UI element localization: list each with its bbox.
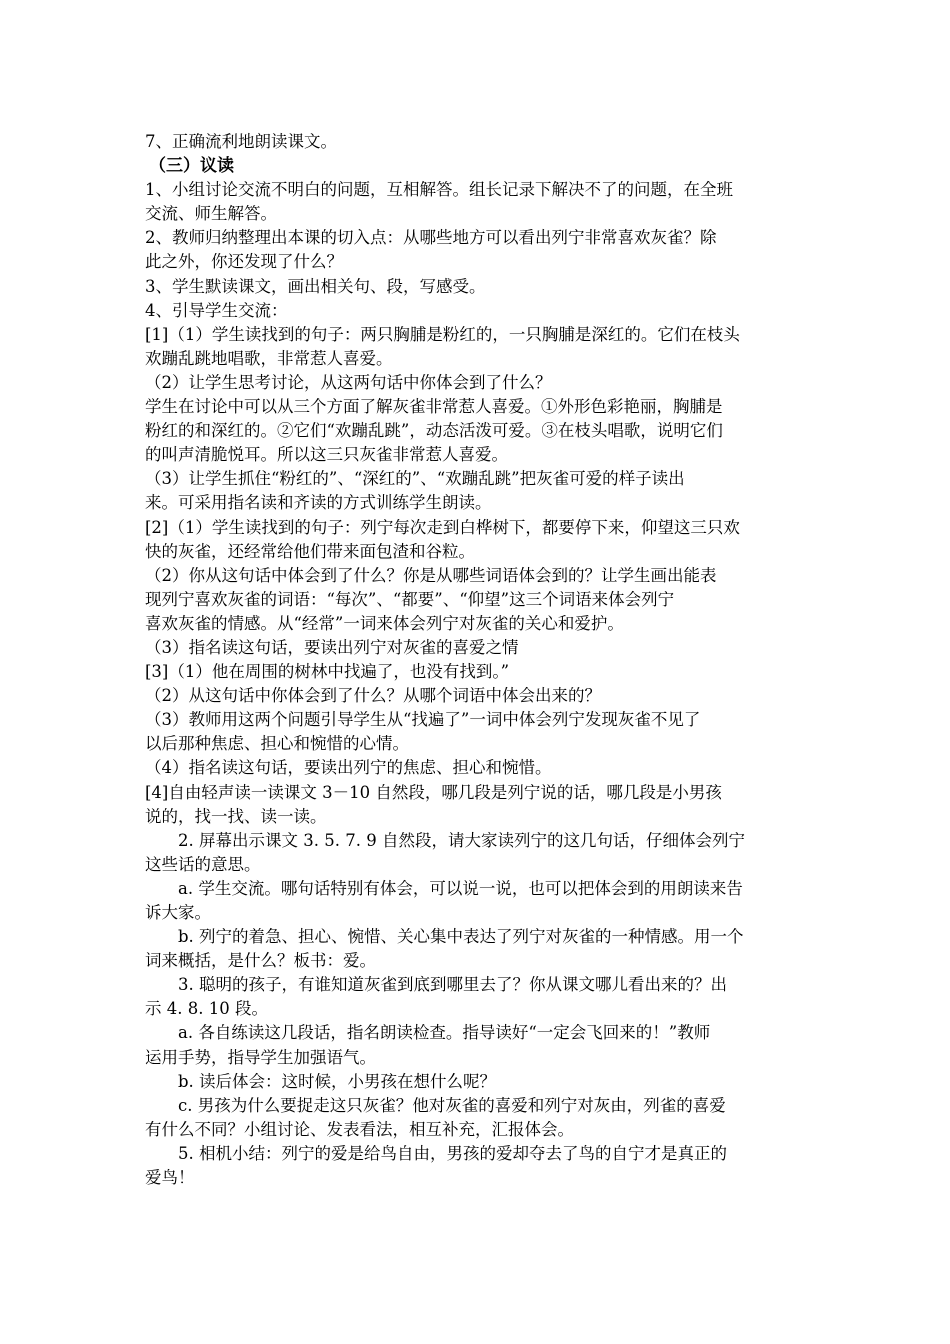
text-line: （3）让学生抓住“粉红的”、“深红的”、“欢蹦乱跳”把灰雀可爱的样子读出	[145, 469, 685, 489]
section-heading: （三）议读	[149, 156, 234, 177]
text-line: 有什么不同？小组讨论、发表看法，相互补充，汇报体会。	[145, 1119, 574, 1139]
text-line: b. 列宁的着急、担心、惋惜、关心集中表达了列宁对灰雀的一种情感。用一个	[178, 927, 744, 947]
text-line: 交流、师生解答。	[145, 204, 277, 224]
text-line: a. 学生交流。哪句话特别有体会，可以说一说，也可以把体会到的用朗读来告	[178, 878, 743, 898]
text-line: [1]（1）学生读找到的句子：两只胸脯是粉红的，一只胸脯是深红的。它们在枝头	[145, 324, 740, 344]
text-line: （3）指名读这句话，要读出列宁对灰雀的喜爱之情	[145, 637, 519, 657]
text-line: 欢蹦乱跳地唱歌，非常惹人喜爱。	[145, 348, 393, 368]
text-line: 2、教师归纳整理出本课的切入点：从哪些地方可以看出列宁非常喜欢灰雀？除	[145, 228, 717, 248]
text-line: 示 4. 8. 10 段。	[145, 999, 268, 1019]
text-line: 说的，找一找、读一读。	[145, 806, 327, 826]
text-line: 这些话的意思。	[145, 854, 261, 874]
text-line: 快的灰雀，还经常给他们带来面包渣和谷粒。	[145, 541, 475, 561]
text-line: a. 各自练读这几段话，指名朗读检查。指导读好“一定会飞回来的！”教师	[178, 1023, 711, 1043]
text-line: 爱鸟！	[145, 1168, 195, 1188]
text-line: 3. 聪明的孩子，有谁知道灰雀到底到哪里去了？你从课文哪儿看出来的？出	[178, 975, 727, 995]
text-line: （2）让学生思考讨论，从这两句话中你体会到了什么？	[145, 372, 552, 392]
text-line: 4、引导学生交流：	[145, 300, 288, 320]
document-page	[145, 130, 810, 1190]
text-line: 此之外，你还发现了什么？	[145, 252, 343, 272]
text-line: 学生在讨论中可以从三个方面了解灰雀非常惹人喜爱。①外形色彩艳丽，胸脯是	[145, 397, 723, 417]
text-line: 运用手势，指导学生加强语气。	[145, 1047, 376, 1067]
text-line: 2. 屏幕出示课文 3. 5. 7. 9 自然段，请大家读列宁的这几句话，仔细体会列宁	[178, 830, 745, 850]
text-line: [3]（1）他在周围的树林中找遍了，也没有找到。”	[145, 662, 510, 682]
text-line: 来。可采用指名读和齐读的方式训练学生朗读。	[145, 493, 492, 513]
text-line: （2）从这句话中你体会到了什么？从哪个词语中体会出来的？	[145, 686, 601, 706]
text-line: 诉大家。	[145, 903, 211, 922]
text-line: 5. 相机小结：列宁的爱是给鸟自由，男孩的爱却夺去了鸟的自宁才是真正的	[178, 1143, 727, 1163]
text-line: 1、小组讨论交流不明白的问题，互相解答。组长记录下解决不了的问题，在全班	[145, 180, 733, 200]
text-line: 以后那种焦虑、担心和惋惜的心情。	[145, 734, 409, 754]
text-line: （4）指名读这句话，要读出列宁的焦虑、担心和惋惜。	[145, 758, 552, 778]
text-line: 3、学生默读课文，画出相关句、段，写感受。	[145, 276, 486, 296]
text-line: b. 读后体会：这时候，小男孩在想什么呢？	[178, 1071, 497, 1091]
text-line: [2]（1）学生读找到的句子：列宁每次走到白桦树下，都要停下来，仰望这三只欢	[145, 517, 740, 537]
text-line: 的叫声清脆悦耳。所以这三只灰雀非常惹人喜爱。	[145, 445, 508, 465]
text-line: 词来概括，是什么？板书：爱。	[145, 951, 376, 971]
text-line: 喜欢灰雀的情感。从“经常”一词来体会列宁对灰雀的关心和爱护。	[145, 613, 624, 633]
text-line: 7、正确流利地朗读课文。	[145, 132, 337, 151]
text-line: （2）你从这句话中体会到了什么？你是从哪些词语体会到的？让学生画出能表	[145, 565, 717, 585]
text-line: c. 男孩为什么要捉走这只灰雀？他对灰雀的喜爱和列宁对灰由，列雀的喜爱	[178, 1095, 726, 1115]
text-line: 现列宁喜欢灰雀的词语：“每次”、“都要”、“仰望”这三个词语来体会列宁	[145, 589, 675, 609]
text-line: [4]自由轻声读一读课文 3－10 自然段，哪几段是列宁说的话，哪几段是小男孩	[145, 782, 722, 802]
text-line: 粉红的和深红的。②它们“欢蹦乱跳”，动态活泼可爱。③在枝头唱歌，说明它们	[145, 421, 723, 441]
text-line: （3）教师用这两个问题引导学生从“找遍了”一词中体会列宁发现灰雀不见了	[145, 710, 701, 730]
